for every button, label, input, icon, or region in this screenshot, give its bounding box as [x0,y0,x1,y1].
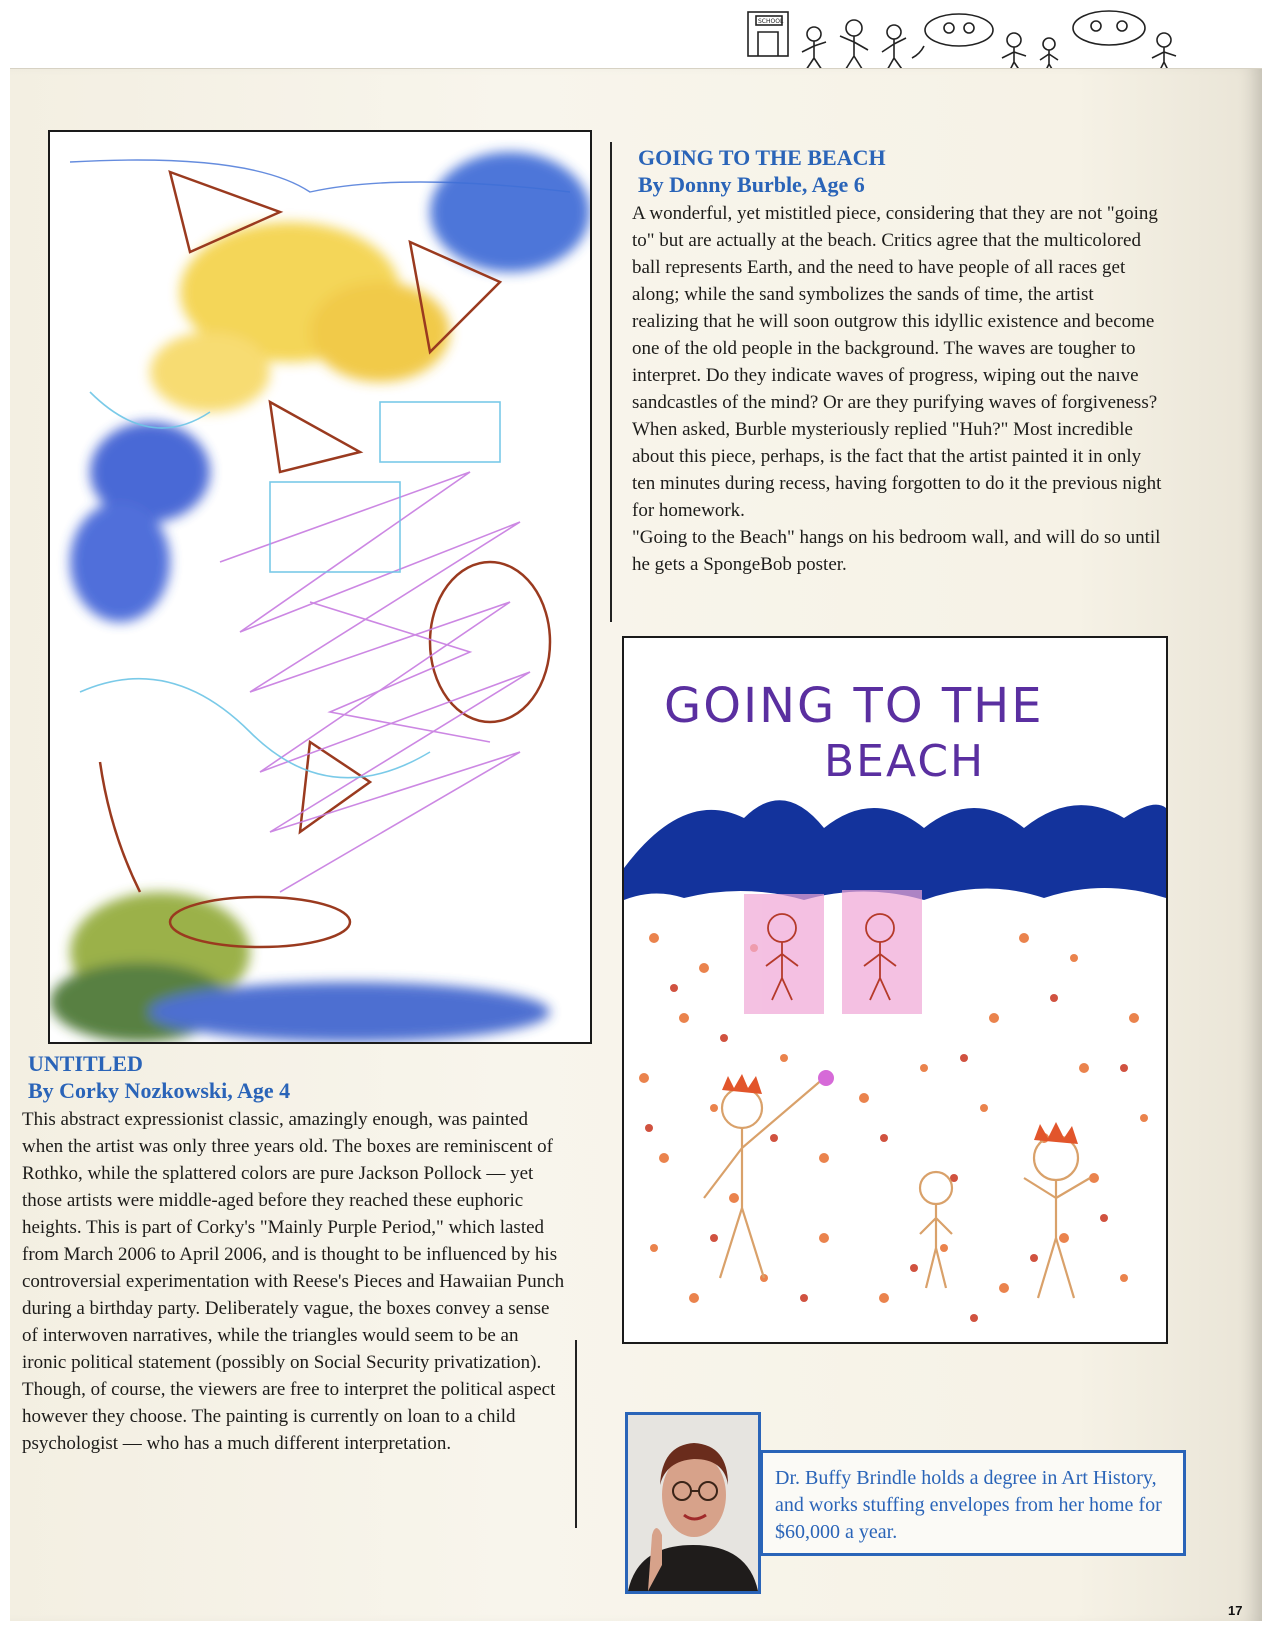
article-body-paragraph: This abstract expressionist classic, amazingly enough, was painted when the artist was only three years old. The boxes are reminiscent of Rothko, while the splattered colors are pure Jackson Pollock — yet those artists were middle-aged before they reached these euphoric heights. This is part of Corky's "Mainly Purple Period," which lasted from March 2006 to April 2006, and is thought to be influenced by his controversial experimentation with Reese's Pieces and Hawaiian Punch during a birthday party. Deliberately vague, the boxes convey a sense of interwoven narratives, while the triangles would seem to be an ironic political statement (possibly on Social Security privatization). Though, of course, the viewers are free to interpret the political aspect however they choose. The painting is currently on loan to a child psychologist — who has a much different interpretation. [22,1109,565,1454]
artwork-untitled [48,130,592,1044]
article-body-paragraph: "Going to the Beach" hangs on his bedroom wall, and will do so until he gets a SpongeBob poster. [632,527,1161,575]
drawing-title-line-2: BEACH [824,736,986,787]
article-title: GOING TO THE BEACH [638,145,886,170]
column-divider [575,1340,577,1528]
author-photo [625,1412,761,1594]
column-divider [610,142,612,622]
article-body [632,200,1162,578]
article-body-paragraph: A wonderful, yet mistitled piece, considering that they are not "going to" but are actually at the beach. Critics agree that the multicolored ball represents Earth, and the need to have people of all races get along; while the sand symbolizes the sands of time, the artist realizing that he will soon outgrow this idyllic existence and become one of the old people in the background. The waves are tougher to interpret. Do they indicate waves of progress, wiping out the naıve sandcastles of the mind? Or are they purifying waves of forgiveness? When asked, Burble mysteriously replied "Huh?" Most incredible about this piece, perhaps, is the fact that the artist painted it in only ten minutes during recess, having forgotten to do it the previous night for homework. [632,203,1162,521]
artwork-going-to-the-beach [622,636,1168,1344]
page-number: 17 [1228,1603,1243,1618]
author-bio-box [760,1450,1186,1556]
article-byline: By Donny Burble, Age 6 [638,172,865,197]
waves-shape [624,800,1166,900]
article-body [22,1106,566,1457]
school-sign-label: SCHOOL [758,18,784,25]
article-byline: By Corky Nozkowski, Age 4 [28,1078,291,1103]
drawing-title-line-1: GOING TO THE [664,678,1044,734]
author-bio-text: Dr. Buffy Brindle holds a degree in Art History, and works stuffing envelopes from her home for $60,000 a year. [775,1467,1162,1543]
article-title: UNTITLED [28,1051,143,1076]
